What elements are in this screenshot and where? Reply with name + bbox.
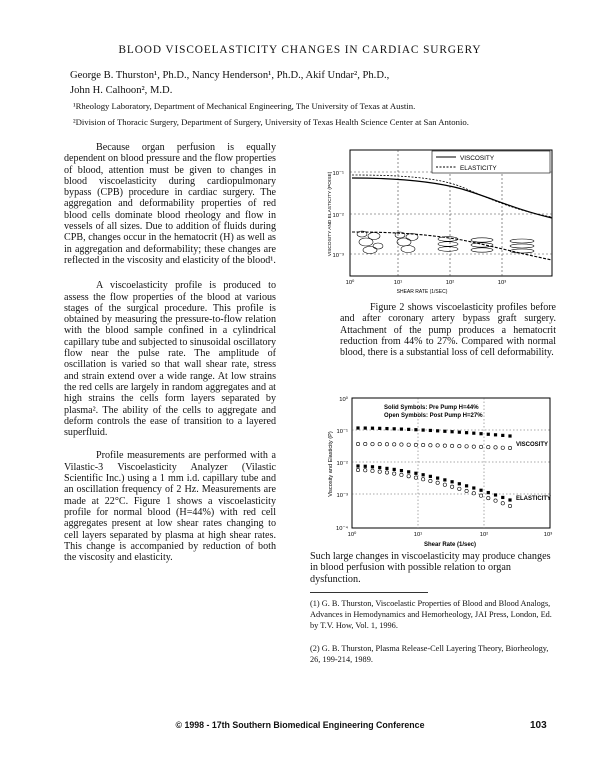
cell-layer-sketch-2 [471, 238, 493, 252]
post-pump-viscosity-point [392, 443, 395, 446]
pre-pump-elasticity-point [508, 498, 511, 501]
pre-pump-elasticity-point [407, 470, 410, 473]
post-pump-elasticity-point [465, 489, 468, 492]
figure-3-label-viscosity: VISCOSITY [516, 442, 549, 448]
footnote-divider [310, 592, 428, 593]
pre-pump-elasticity-point [371, 465, 374, 468]
post-pump-elasticity-point [472, 492, 475, 495]
pre-pump-viscosity-point [494, 433, 497, 436]
cell-layer-sketch-3 [510, 239, 534, 253]
post-pump-elasticity-point [392, 472, 395, 475]
post-pump-viscosity-point [407, 443, 410, 446]
pre-pump-viscosity-point [487, 433, 490, 436]
figure-1-xtick-2: 10¹ [393, 280, 403, 286]
pre-pump-elasticity-point [458, 482, 461, 485]
pre-pump-elasticity-point [450, 480, 453, 483]
figure-3-ytick-2: 10⁻¹ [336, 429, 348, 435]
figure-1-legend-viscosity: VISCOSITY [460, 155, 495, 162]
pre-pump-elasticity-point [472, 486, 475, 489]
post-pump-elasticity-point [371, 469, 374, 472]
figure-1-ytick-2: 10⁻² [332, 213, 344, 219]
cell-layer-sketch-1 [438, 237, 458, 252]
figure-1-ytick-1: 10⁻¹ [332, 171, 344, 177]
pre-pump-elasticity-point [385, 467, 388, 470]
post-pump-viscosity-point [378, 442, 381, 445]
figure-3-pre-post-pump-profile [322, 390, 560, 550]
authors-line-1: George B. Thurston¹, Ph.D., Nancy Henderson¹, Ph.D., Akif Undar², Ph.D., [70, 70, 390, 81]
authors-line-2: John H. Calhoon², M.D. [70, 85, 173, 96]
post-pump-viscosity-point [414, 443, 417, 446]
figure-1-ylabel: VISCOSITY AND ELASTICITY (POISE) [328, 171, 333, 257]
figure-3-xtick-3: 10² [479, 532, 489, 538]
figure-1-ytick-3: 10⁻³ [332, 253, 344, 259]
pre-pump-viscosity-point [450, 430, 453, 433]
figure-1-xlabel: SHEAR RATE (1/SEC) [396, 289, 448, 295]
figure-3-xtick-2: 10¹ [413, 532, 423, 538]
closing-paragraph-text: Such large changes in viscoelasticity may produce changes in blood perfusion with possible relation to organ dysfunction. [310, 551, 551, 585]
post-pump-elasticity-point [400, 473, 403, 476]
post-pump-viscosity-point [501, 446, 504, 449]
post-pump-elasticity-point [494, 499, 497, 502]
pre-pump-viscosity-point [479, 432, 482, 435]
post-pump-elasticity-point [458, 487, 461, 490]
post-pump-elasticity-point [407, 475, 410, 478]
post-pump-viscosity-point [458, 444, 461, 447]
figure-3-xtick-4: 10³ [543, 532, 553, 538]
pre-pump-elasticity-point [443, 478, 446, 481]
post-pump-elasticity-point [501, 502, 504, 505]
pre-pump-viscosity-point [429, 429, 432, 432]
figure-3-ytick-1: 10⁰ [339, 397, 348, 403]
post-pump-elasticity-point [385, 471, 388, 474]
post-pump-elasticity-point [479, 494, 482, 497]
post-pump-elasticity-point [487, 496, 490, 499]
post-pump-viscosity-point [400, 443, 403, 446]
pre-pump-elasticity-point [465, 484, 468, 487]
pre-pump-viscosity-point [378, 427, 381, 430]
pre-pump-elasticity-point [364, 465, 367, 468]
post-pump-viscosity-point [465, 445, 468, 448]
cell-aggregate-illustrations [357, 231, 534, 254]
paper-title: BLOOD VISCOELASTICITY CHANGES IN CARDIAC SURGERY [118, 44, 482, 56]
affiliation-2: ²Division of Thoracic Surgery, Department of Surgery, University of Texas Health Science Center at San Antonio. [73, 117, 469, 127]
random-aggregate-sketch-1 [357, 231, 383, 254]
left-column [64, 142, 276, 572]
post-pump-elasticity-point [364, 469, 367, 472]
pre-pump-viscosity-point [371, 427, 374, 430]
pre-pump-elasticity-point [422, 473, 425, 476]
pre-pump-viscosity-point [400, 427, 403, 430]
post-pump-viscosity-point [356, 442, 359, 445]
figure-3-data-marks [356, 426, 511, 507]
random-aggregate-sketch-2 [395, 232, 418, 253]
post-pump-elasticity-point [436, 481, 439, 484]
post-pump-viscosity-point [436, 444, 439, 447]
figure-3-xtick-1: 10⁰ [347, 532, 357, 538]
post-pump-viscosity-point [472, 445, 475, 448]
figure-3-legend-line-2: Open Symbols: Post Pump H=27% [384, 413, 483, 419]
figure-1-xtick-4: 10³ [497, 280, 507, 286]
post-pump-viscosity-point [364, 442, 367, 445]
pre-pump-viscosity-point [501, 434, 504, 437]
closing-paragraph [310, 551, 556, 585]
pre-pump-elasticity-point [429, 475, 432, 478]
pre-pump-viscosity-point [407, 428, 410, 431]
pre-pump-elasticity-point [400, 469, 403, 472]
pre-pump-viscosity-point [458, 431, 461, 434]
figure-1-viscosity-curve [352, 178, 552, 218]
pre-pump-viscosity-point [385, 427, 388, 430]
pre-pump-viscosity-point [393, 427, 396, 430]
pre-pump-viscosity-point [364, 426, 367, 429]
pre-pump-elasticity-point [479, 489, 482, 492]
pre-pump-elasticity-point [487, 491, 490, 494]
post-pump-viscosity-point [371, 442, 374, 445]
figure-1-legend-elasticity: ELASTICITY [460, 165, 497, 172]
figure-1-xtick-1: 10⁰ [345, 280, 355, 286]
post-pump-viscosity-point [421, 443, 424, 446]
page-number: 103 [530, 720, 547, 731]
figure-1-legend [432, 151, 550, 173]
pre-pump-elasticity-point [356, 464, 359, 467]
post-pump-elasticity-point [429, 479, 432, 482]
figure-3-ytick-4: 10⁻³ [336, 493, 348, 499]
pre-pump-elasticity-point [436, 476, 439, 479]
post-pump-viscosity-point [450, 444, 453, 447]
figure-3-ytick-3: 10⁻² [336, 461, 348, 467]
post-pump-viscosity-point [494, 446, 497, 449]
post-pump-elasticity-point [414, 476, 417, 479]
pre-pump-elasticity-point [501, 496, 504, 499]
post-pump-elasticity-point [508, 504, 511, 507]
pre-pump-viscosity-point [465, 431, 468, 434]
paragraph-2: A viscoelasticity profile is produced to assess the flow properties of the blood at various stages of the surgical procedure. This profile is obtained by measuring the pressure-to-flow relation with the blood sample confined in a cylindrical capillary tube and subjected to sinusoidal oscillatory flow near the pulse rate. The amplitude of oscillation is varied so that wall shear rate, stress and strain extend over a wide range. At low strains the red cells are largely in random aggregates and at high strains the cells form layers separated by plasma². The ability of the cells to aggregate and deform controls the ease of transition to a layered superfluid. [64, 280, 276, 439]
footnote-1: (1) G. B. Thurston, Viscoelastic Properties of Blood and Blood Analogs, Advances in Hemodynamics and Hemorheology, JAI Press, London, Ed. by T.V. How, Vol. 1, 1996. [310, 599, 552, 630]
pre-pump-viscosity-point [422, 428, 425, 431]
figure-3-ylabel: Viscosity and Elasticity (P) [328, 431, 334, 497]
post-pump-elasticity-point [421, 478, 424, 481]
post-pump-viscosity-point [508, 446, 511, 449]
pre-pump-viscosity-point [443, 430, 446, 433]
figure-3-label-elasticity: ELASTICITY [516, 496, 552, 502]
post-pump-viscosity-point [385, 443, 388, 446]
figure-3-ytick-5: 10⁻⁴ [336, 526, 348, 532]
pre-pump-viscosity-point [472, 432, 475, 435]
footnote-2: (2) G. B. Thurston, Plasma Release-Cell Layering Theory, Biorheology, 26, 199-214, 1989. [310, 644, 549, 664]
figure-3-xlabel: Shear Rate (1/sec) [423, 542, 477, 548]
pre-pump-viscosity-point [436, 429, 439, 432]
pre-pump-elasticity-point [414, 472, 417, 475]
post-pump-viscosity-point [429, 444, 432, 447]
figure-1-xtick-3: 10² [445, 280, 455, 286]
post-pump-elasticity-point [356, 468, 359, 471]
post-pump-viscosity-point [443, 444, 446, 447]
post-pump-viscosity-point [487, 445, 490, 448]
paragraph-3: Profile measurements are performed with a Vilastic-3 Viscoelasticity Analyzer (Vilastic Scientific Inc.) using a 1 mm i.d. capillary tube and an oscillation frequency of 2 Hz. Measurements are made at 22°C. Figure 1 shows a viscoelasticity profile for normal blood (H=44%) with red cell aggregates present at low shear rates changing to cell layers separated by plasma at high shear rates. This change is accompanied by reduction of both the viscosity and elasticity. [64, 450, 276, 564]
affiliation-1: ¹Rheology Laboratory, Department of Mechanical Engineering, The University of Texas at Austin. [73, 101, 416, 111]
figure-2-caption-text: Figure 2 shows viscoelasticity profiles before and after coronary artery bypass graft surgery. Attachment of the pump produces a hematocrit reduction from 44% to 27%. Compared with normal blood, there is a substantial loss of cell deformability. [340, 302, 556, 359]
figure-1-viscosity-curve-dashed [352, 175, 552, 217]
figure-3-legend-line-1: Solid Symbols: Pre Pump H=44% [384, 405, 479, 411]
paragraph-1: Because organ perfusion is equally dependent on blood pressure and the flow properties of blood, attention must be given to changes in blood viscoelasticity during cardiopulmonary bypass (CPB) procedure in cardiac surgery. The aggregation and deformability properties of red blood cells dominate blood rheology and flow in vessels of all sizes. Due to addition of fluids during CPB, changes occur in the hematocrit (H) as well as in aggregation and deformability; these changes are reflected in the viscosity and elasticity of the blood¹. [64, 142, 276, 266]
pre-pump-elasticity-point [393, 468, 396, 471]
pre-pump-elasticity-point [494, 493, 497, 496]
figure-1-viscoelasticity-profile [322, 142, 560, 298]
post-pump-elasticity-point [443, 483, 446, 486]
figure-2-caption [340, 302, 556, 358]
pre-pump-viscosity-point [414, 428, 417, 431]
page-footer: © 1998 - 17th Southern Biomedical Engineering Conference [175, 720, 425, 730]
post-pump-viscosity-point [479, 445, 482, 448]
pre-pump-viscosity-point [356, 426, 359, 429]
pre-pump-viscosity-point [508, 434, 511, 437]
pre-pump-elasticity-point [378, 466, 381, 469]
post-pump-elasticity-point [378, 470, 381, 473]
post-pump-elasticity-point [450, 485, 453, 488]
